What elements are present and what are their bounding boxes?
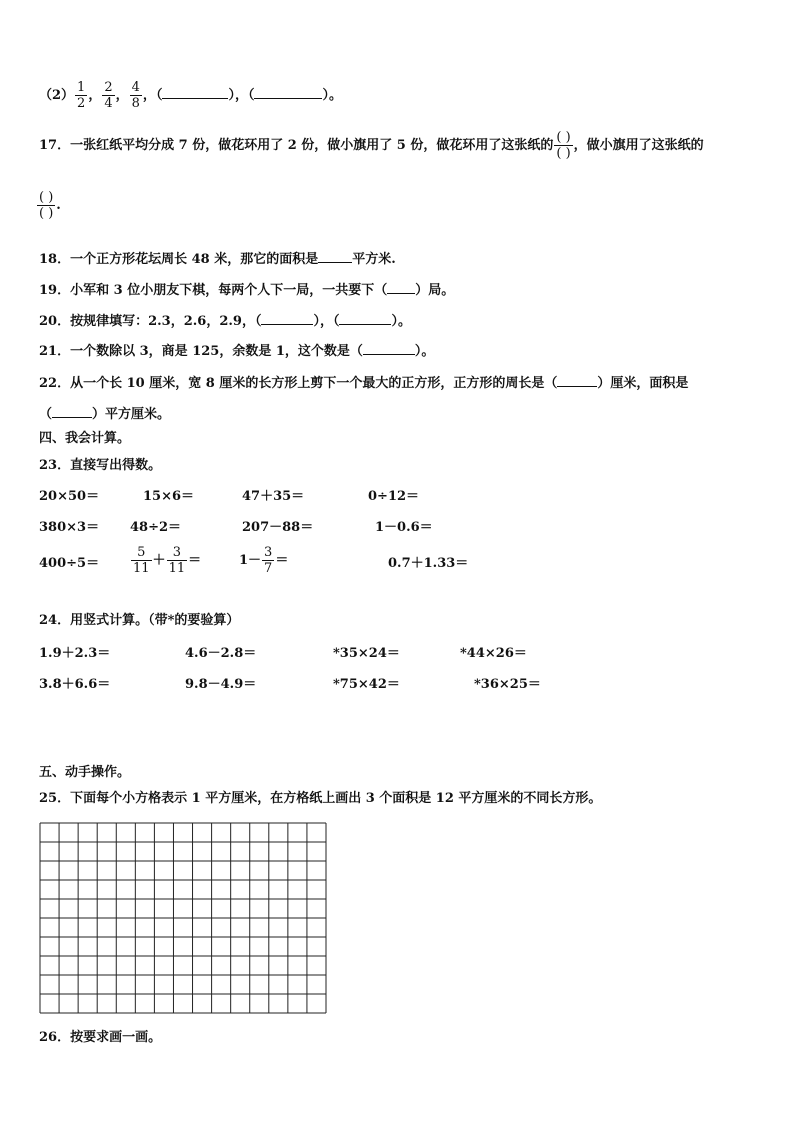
q23-item: 0÷12＝ <box>368 489 420 504</box>
section-4-title: 四、我会计算。 <box>39 431 131 446</box>
answer-blank[interactable] <box>162 85 228 99</box>
fraction-blank[interactable]: $\frac{( )}{( )}$ <box>556 130 571 161</box>
q22: 22．从一个长 10 厘米，宽 8 厘米的长方形上剪下一个最大的正方形，正方形的周长是（ ）厘米，面积是 <box>39 373 688 393</box>
answer-blank[interactable] <box>261 311 313 325</box>
fraction-blank[interactable]: $\frac{( )}{( )}$ <box>39 190 54 221</box>
q23-item: 48÷2＝ <box>130 520 182 535</box>
fraction-3-11: $\frac{3}{11}$ <box>168 545 186 576</box>
q23-item: 20×50＝ <box>39 489 100 504</box>
q23-item: 207－88＝ <box>242 520 314 535</box>
q24-title: 24．用竖式计算。（带*的要验算） <box>39 613 240 628</box>
fraction-5-11: $\frac{5}{11}$ <box>133 545 150 576</box>
q23-item: 15×6＝ <box>143 489 195 504</box>
q24-item: 1.9＋2.3＝ <box>39 646 111 661</box>
answer-blank[interactable] <box>339 311 391 325</box>
answer-blank[interactable] <box>254 85 322 99</box>
q24-item: *36×25＝ <box>474 677 541 692</box>
fraction-4-8: $\frac{4}{8}$ <box>131 80 140 111</box>
q20: 20．按规律填写：2.3，2.6，2.9，（ ），（ ）。 <box>39 311 411 331</box>
q17: 17．一张红纸平均分成 7 份，做花环用了 2 份，做小旗用了 5 份，做花环用了这张纸的 $\frac{( )}{( )}$ ，做小旗用了这张纸的 <box>39 130 704 161</box>
q23-item: 400÷5＝ <box>39 556 100 571</box>
q23-item: 380×3＝ <box>39 520 100 535</box>
square-grid[interactable] <box>39 822 327 1014</box>
q23-fraction-sum: $\frac{5}{11}$ ＋ $\frac{3}{11}$ ＝ <box>133 545 202 576</box>
q23-item: 0.7＋1.33＝ <box>388 556 469 571</box>
q19: 19．小军和 3 位小朋友下棋，每两个人下一局，一共要下（ ）局。 <box>39 280 454 300</box>
q16-part2: （2） $\frac{1}{2}$ ， $\frac{2}{4}$ ， $\frac{4}{8}$ ，（ ），（ ）。 <box>39 80 342 111</box>
answer-blank[interactable] <box>387 280 415 294</box>
q24-item: 9.8－4.9＝ <box>185 677 257 692</box>
q23-item: 47＋35＝ <box>242 489 305 504</box>
q21: 21．一个数除以 3，商是 125，余数是 1，这个数是（ ）。 <box>39 341 434 361</box>
answer-blank[interactable] <box>557 373 597 387</box>
q24-item: *75×42＝ <box>333 677 400 692</box>
section-5-title: 五、动手操作。 <box>39 765 131 780</box>
q23-title: 23．直接写出得数。 <box>39 458 162 473</box>
q24-item: *35×24＝ <box>333 646 400 661</box>
q24-item: 4.6－2.8＝ <box>185 646 257 661</box>
q22-continued: （ ）平方厘米。 <box>39 404 170 424</box>
fraction-1-2: $\frac{1}{2}$ <box>77 80 86 111</box>
q23-item: 1－0.6＝ <box>375 520 433 535</box>
answer-blank[interactable] <box>318 249 352 263</box>
answer-blank[interactable] <box>52 404 92 418</box>
q24-item: *44×26＝ <box>460 646 527 661</box>
answer-blank[interactable] <box>363 341 415 355</box>
q18: 18．一个正方形花坛周长 48 米，那它的面积是 平方米. <box>39 249 396 269</box>
fraction-3-7: $\frac{3}{7}$ <box>264 545 273 576</box>
q17-continued: $\frac{( )}{( )}$ . <box>39 190 61 221</box>
q23-fraction-diff: 1－ $\frac{3}{7}$ ＝ <box>239 545 289 576</box>
q25-title: 25．下面每个小方格表示 1 平方厘米，在方格纸上画出 3 个面积是 12 平方厘米的不同长方形。 <box>39 791 602 806</box>
q24-item: 3.8＋6.6＝ <box>39 677 111 692</box>
q26-title: 26．按要求画一画。 <box>39 1030 162 1045</box>
fraction-2-4: $\frac{2}{4}$ <box>104 80 113 111</box>
